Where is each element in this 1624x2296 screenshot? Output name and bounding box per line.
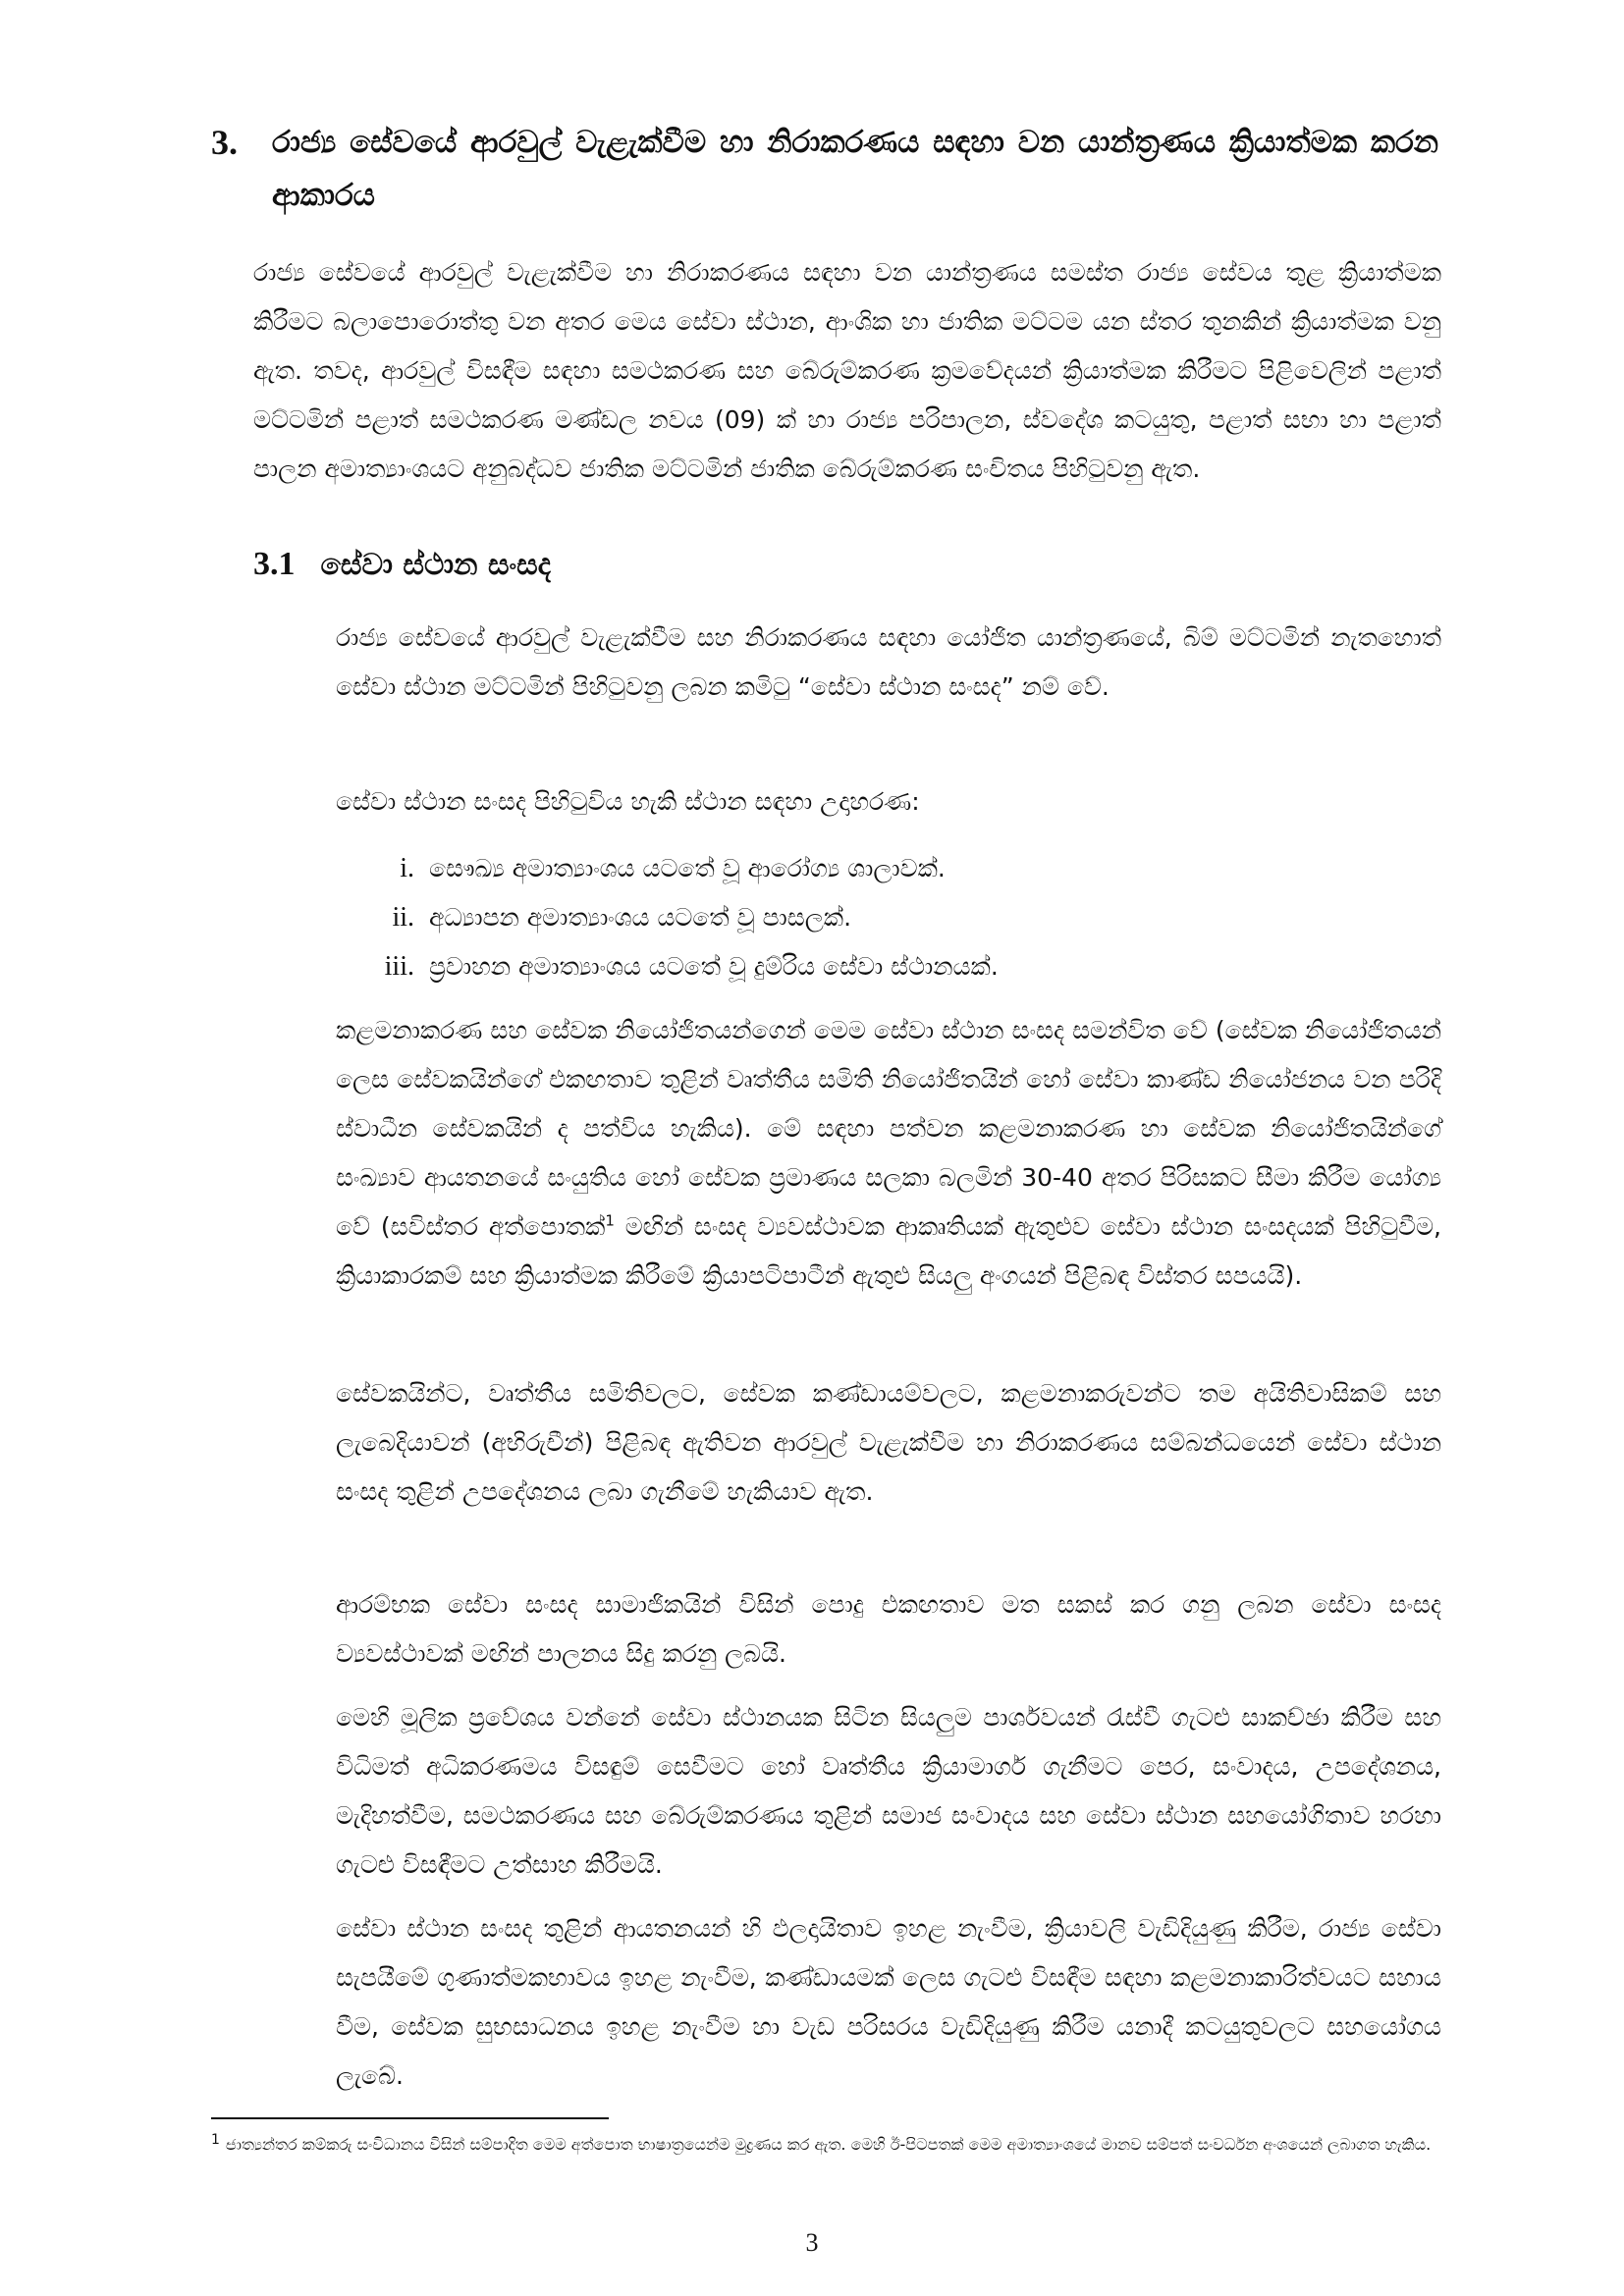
paragraph-benefits: සේවා ස්ථාන සංසද තුළින් ආයතනයන් හි ඵලදායිතාව ඉහළ නැංවීම, ක්‍රියාවලි වැඩිදියුණු කිරීම, රාජ්‍ය සේවා සැපයීමේ ගුණාත්මකභාවය ඉහළ නැංවීම, කණ්ඩායමක් ලෙස ගැටළු විසඳීම සඳහා කළමනාකාරිත්වයට සහාය වීම, සේවක සුභසාධනය ඉහළ නැංවීම හා වැඩ පරිසරය වැඩිදියුණු කිරීම යනාදී කටයුතුවලට සහයෝගය ලැබේ. (336, 1914, 1441, 2090)
paragraph-composition-part1: කළමනාකරණ සහ සේවක නියෝජිතයන්ගෙන් මෙම සේවා ස්ථාන සංසද සමන්විත වේ (සේවක නියෝජිතයන් ලෙස සේවකයින්ගේ එකඟතාව තුළින් වෘත්තීය සමිති නියෝජිතයින් හෝ සේවා කාණ්ඩ නියෝජනය වන පරිදි ස්වාධීන සේවකයින් ද පත්විය හැකිය). මේ සඳහා පත්වන කළමනාකරණ හා සේවක නියෝජිතයින්ගේ සංඛ්‍යාව ආයතනයේ සංයුතිය හෝ සේවක ප්‍රමාණය සලකා බලමින් 30-40 අතර පිරිසකට සීමා කිරීම යෝග්‍ය වේ (සවිස්තර අත්පොතක් (336, 1016, 1441, 1241)
list-item (336, 893, 1441, 942)
section-title: රාජ්‍ය සේවයේ ආරවුල් වැළැක්වීම හා නිරාකරණය සඳහා වන යාන්ත්‍රණය ක්‍රියාත්මක කරන ආකාරය (272, 125, 1438, 213)
list-item-number: iii. (384, 951, 414, 982)
examples-list (336, 844, 1441, 991)
list-item-text: සෞඛ්‍ය අමාත්‍යාංශය යටතේ වූ ආරෝග්‍ය ශාලාවක්. (429, 854, 946, 882)
footnote-divider (211, 2117, 609, 2119)
list-item (336, 844, 1441, 893)
footnote-marker: 1 (211, 2131, 220, 2148)
footnote-text: ජාත්‍යන්තර කම්කරු සංවිධානය විසින් සම්පාදිත මෙම අත්පොත භාෂාත්‍රයෙන්ම මුද්‍රණය කර ඇත. මෙහි ඊ-පිටපතක් මෙම අමාත්‍යාංශයේ මානව සම්පත් සංවර්ධන අංශයෙන් ලබාගත හැකිය. (225, 2135, 1432, 2154)
footnote (211, 2130, 1438, 2160)
subsection-number: 3.1 (253, 546, 296, 582)
list-item-text: ප්‍රවාහන අමාත්‍යාංශය යටතේ වූ දුම්රිය සේවා ස්ථානයක්. (429, 952, 999, 981)
subsection-title: සේවා ස්ථාන සංසද (320, 548, 552, 582)
list-item-number: ii. (392, 902, 414, 933)
subsection-heading (253, 546, 551, 583)
paragraph-examples-intro: සේවා ස්ථාන සංසද පිහිටුවිය හැකි ස්ථාන සඳහා උදාහරණ: (336, 787, 920, 816)
list-item-number: i. (400, 853, 414, 883)
section-number: 3. (211, 123, 238, 162)
paragraph-definition: රාජ්‍ය සේවයේ ආරවුල් වැළැක්වීම සහ නිරාකරණය සඳහා යෝජිත යාන්ත්‍රණයේ, බිම් මට්ටමින් නැතහොත් සේවා ස්ථාන මට්ටමින් පිහිටුවනු ලබන කමිටු “සේවා ස්ථාන සංසද” නම් වේ. (336, 623, 1441, 701)
paragraph-advisory: සේවකයින්ට, වෘත්තීය සමිතිවලට, සේවක කණ්ඩායම්වලට, කළමනාකරුවන්ට තම අයිතිවාසිකම් සහ ලැබෙදියාවන් (අභිරුචීන්) පිළිබඳ ඇතිවන ආරවුල් වැළැක්වීම හා නිරාකරණය සම්බන්ධයෙන් සේවා ස්ථාන සංසද තුළින් උපදේශනය ලබා ගැනීමේ හැකියාව ඇත. (336, 1379, 1441, 1506)
page-number: 3 (805, 2228, 819, 2257)
list-item (336, 942, 1441, 991)
intro-paragraph: රාජ්‍ය සේවයේ ආරවුල් වැළැක්වීම හා නිරාකරණය සඳහා වන යාන්ත්‍රණය සමස්ත රාජ්‍ය සේවය තුළ ක්‍රියාත්මක කිරීමට බලාපොරොත්තු වන අතර මෙය සේවා ස්ථාන, ආංශික හා ජාතික මට්ටම යන ස්තර තුනකින් ක්‍රියාත්මක වනු ඇත. තවද, ආරවුල් විසඳීම සඳහා සමථකරණ සහ බේරුම්කරණ ක්‍රමවේදයන් ක්‍රියාත්මක කිරීමට පිළිවෙලින් පළාත් මට්ටමින් පළාත් සමථකරණ මණ්ඩල නවය (09) ක් හා රාජ්‍ය පරිපාලන, ස්වදේශ කටයුතු, පළාත් සභා හා පළාත් පාලන අමාත්‍යාංශයට අනුබද්ධව ජාතික මට්ටමින් ජාතික බේරුම්කරණ සංචිතය පිහිටුවනු ඇත. (253, 258, 1441, 483)
paragraph-composition (336, 1006, 1441, 1301)
footnote-reference[interactable]: 1 (605, 1211, 615, 1230)
paragraph-approach: මෙහි මූලික ප්‍රවේශය වන්නේ සේවා ස්ථානයක සිටින සියලුම පාර්ශවයන් රැස්වී ගැටළු සාකච්ඡා කිරීම සහ විධිමත් අධිකරණමය විසඳුම් සෙවීමට හෝ වෘත්තීය ක්‍රියාමාර්ග ගැනීමට පෙර, සංවාදය, උපදේශනය, මැදිහත්වීම, සමථකරණය සහ බේරුම්කරණය තුළින් සමාජ සංවාදය සහ සේවා ස්ථාන සහයෝගිතාව හරහා ගැටළු විසඳීමට උත්සාහ කිරීමයි. (336, 1703, 1441, 1879)
list-item-text: අධ්‍යාපන අමාත්‍යාංශය යටතේ වූ පාසලක්. (429, 903, 852, 932)
section-heading (211, 116, 1438, 222)
paragraph-constitution: ආරම්භක සේවා සංසද සාමාජිකයින් විසින් පොදු එකඟතාව මත සකස් කර ගනු ලබන සේවා සංසද ව්‍යවස්ථාවක් මඟින් පාලනය සිදු කරනු ලබයි. (336, 1590, 1441, 1668)
paragraph-composition-part2: මඟින් සංසද ව්‍යවස්ථාවක ආකෘතියක් ඇතුළුව සේවා ස්ථාන සංසදයක් පිහිටුවීම, ක්‍රියාකාරකම් සහ ක්‍රියාත්මක කිරීමේ ක්‍රියාපටිපාටීන් ඇතුළු සියලු අංගයන් පිළිබඳ විස්තර සපයයි). (336, 1212, 1442, 1290)
